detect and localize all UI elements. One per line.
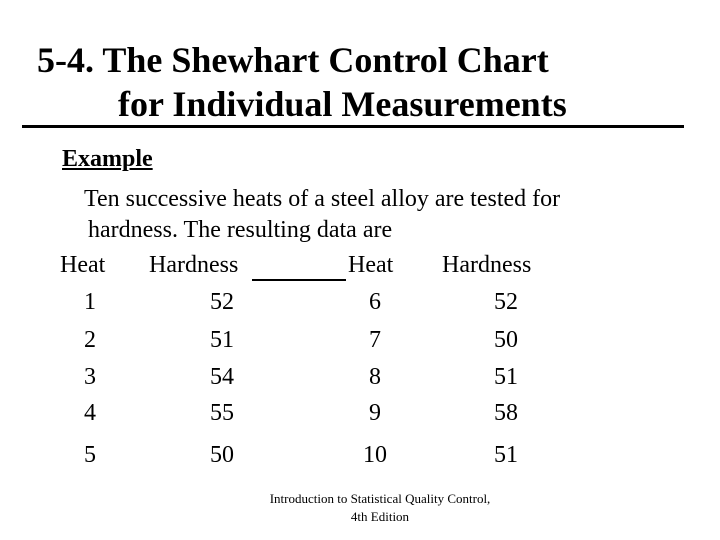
table-cell: 55 [210, 400, 234, 426]
table-cell: 10 [363, 442, 387, 468]
example-description [84, 184, 684, 246]
table-cell: 51 [494, 364, 518, 390]
example-description-line1: Ten successive heats of a steel alloy are tested for [84, 186, 561, 212]
table-cell: 6 [369, 289, 381, 315]
table-cell: 8 [369, 364, 381, 390]
header-hardness-2: Hardness [442, 252, 532, 278]
example-heading: Example [62, 146, 153, 172]
table-cell: 4 [84, 400, 96, 426]
header-underline [252, 279, 346, 281]
footer-line1: Introduction to Statistical Quality Control, [269, 491, 491, 506]
table-cell: 58 [494, 400, 518, 426]
table-cell: 54 [210, 364, 234, 390]
slide-footer [230, 490, 530, 526]
slide-title-line2: for Individual Measurements [118, 84, 567, 124]
footer-line2: 4th Edition [350, 509, 410, 524]
table-cell: 5 [84, 442, 96, 468]
table-cell: 51 [210, 327, 234, 353]
table-cell: 2 [84, 327, 96, 353]
header-hardness-1: Hardness [149, 252, 239, 278]
title-divider [22, 125, 684, 128]
table-cell: 50 [210, 442, 234, 468]
table-cell: 3 [84, 364, 96, 390]
table-cell: 7 [369, 327, 381, 353]
table-cell: 1 [84, 289, 96, 315]
example-description-line2: hardness. The resulting data are [88, 217, 393, 243]
table-cell: 52 [210, 289, 234, 315]
table-cell: 50 [494, 327, 518, 353]
table-cell: 9 [369, 400, 381, 426]
header-heat-2: Heat [348, 252, 394, 278]
table-cell: 52 [494, 289, 518, 315]
table-cell: 51 [494, 442, 518, 468]
slide-title-line1: 5-4. The Shewhart Control Chart [37, 40, 549, 80]
header-heat-1: Heat [60, 252, 106, 278]
